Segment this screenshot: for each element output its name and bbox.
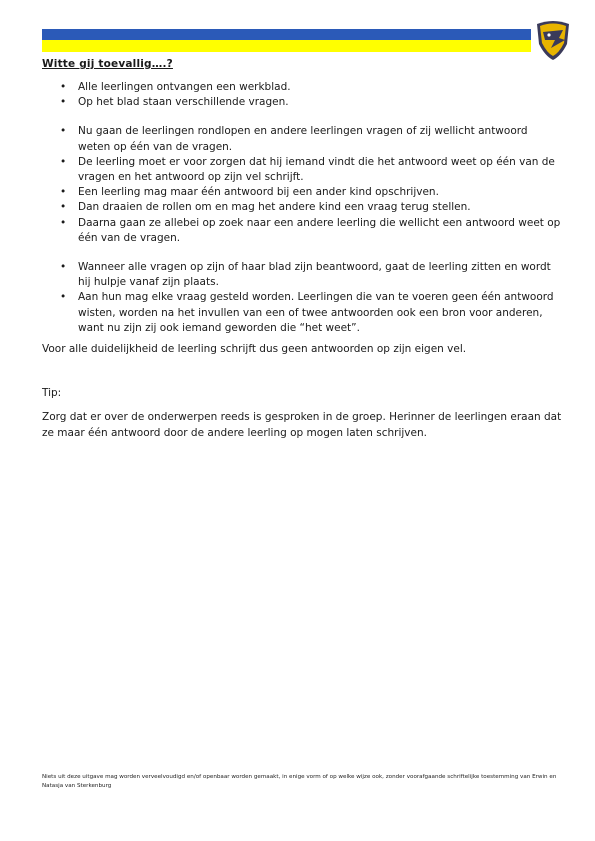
list-item: • De leerling moet er voor zorgen dat hij iemand vindt die het antwoord weet op één van de vragen en het antwoord op zijn vel schrijft. [42, 155, 562, 185]
list-item: • Op het blad staan verschillende vragen. [42, 95, 562, 110]
list-item: • Nu gaan de leerlingen rondlopen en andere leerlingen vragen of zij wellicht antwoord weten op één van de vragen. [42, 124, 562, 154]
list-item: • Dan draaien de rollen om en mag het andere kind een vraag terug stellen. [42, 200, 562, 215]
page-title: Witte gij toevallig….? [42, 58, 173, 70]
shield-crest-icon [533, 18, 573, 62]
document-body [42, 80, 562, 441]
list-item: • Aan hun mag elke vraag gesteld worden. Leerlingen die van te voeren geen één antwoord wisten, worden na het invullen van een of twee antwoorden ook een bron voor anderen, want nu zijn zij ook iemand geworden die “het weet”. [42, 290, 562, 336]
instruction-list-3 [42, 260, 562, 336]
copyright-footer: Niets uit deze uitgave mag worden verveelvoudigd en/of openbaar worden gemaakt, in enige vorm of op welke wijze ook, zonder voorafgaande schriftelijke toestemming van Erwin en Natasja van Sterkenburg [42, 774, 557, 789]
list-item: • Alle leerlingen ontvangen een werkblad. [42, 80, 562, 95]
list-item: • Wanneer alle vragen op zijn of haar blad zijn beantwoord, gaat de leerling zitten en wordt hij hulpje vanaf zijn plaats. [42, 260, 562, 290]
header-band-blue [42, 29, 531, 40]
list-item: • Daarna gaan ze allebei op zoek naar een andere leerling die wellicht een antwoord weet op één van de vragen. [42, 216, 562, 246]
closing-paragraph: Voor alle duidelijkheid de leerling schrijft dus geen antwoorden op zijn eigen vel. [42, 343, 467, 356]
instruction-list-1 [42, 80, 562, 110]
tip-label: Tip: [42, 387, 62, 400]
tip-paragraph: Zorg dat er over de onderwerpen reeds is gesproken in de groep. Herinner de leerlingen eraan dat ze maar één antwoord door de andere leerling op mogen laten schrijven. [42, 411, 562, 439]
list-item: • Een leerling mag maar één antwoord bij een ander kind opschrijven. [42, 185, 562, 200]
instruction-list-2 [42, 124, 562, 246]
header-band-yellow [42, 40, 531, 52]
